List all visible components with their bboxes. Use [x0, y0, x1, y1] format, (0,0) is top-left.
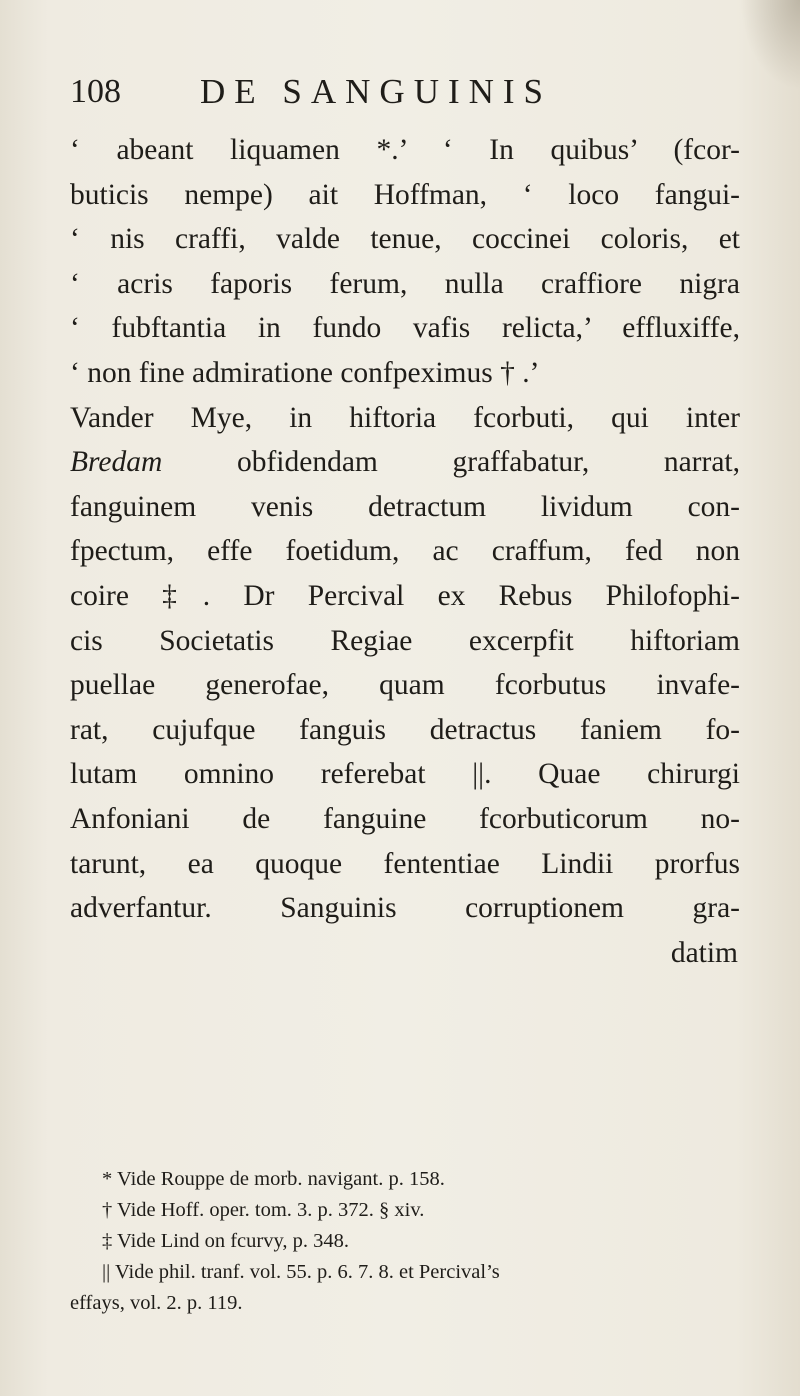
footnote: * Vide Rouppe de morb. navigant. p. 158. — [102, 1168, 445, 1190]
body-line: Anfoniani de fanguine fcorbuticorum no- — [70, 802, 740, 835]
footnote: ‡ Vide Lind on fcurvy, p. 348. — [102, 1230, 350, 1252]
italic-place-name: Bredam — [70, 446, 163, 479]
body-line: fpectum, effe foetidum, ac craffum, fed non — [70, 535, 740, 568]
footnote: || Vide phil. tranf. vol. 55. p. 6. 7. 8. et Percival’s — [102, 1261, 500, 1283]
footnote-continuation: effays, vol. 2. p. 119. — [70, 1292, 243, 1314]
page-header — [0, 72, 800, 122]
body-line: cis Societatis Regiae excerpfit hiftoriam — [70, 624, 740, 657]
body-line: ‘ non fine admiratione confpeximus † .’ — [70, 356, 540, 389]
footnotes — [70, 1164, 740, 1319]
body-line: ‘ fubftantia in fundo vafis relicta,’ effluxiffe, — [70, 312, 740, 345]
body-line: ‘ abeant liquamen *.’ ‘ In quibus’ (fcor- — [70, 134, 740, 166]
body-line: rat, cujufque fanguis detractus faniem fo- — [70, 713, 740, 746]
body-line: tarunt, ea quoque fententiae Lindii prorfus — [70, 847, 740, 880]
body-line: lutam omnino referebat ||. Quae chirurgi — [70, 758, 740, 791]
body-line: Vander Mye, in hiftoria fcorbuti, qui inter — [70, 401, 740, 434]
body-line: coire ‡. Dr Percival ex Rebus Philofophi- — [70, 579, 740, 612]
body-text — [70, 128, 740, 975]
body-line: fanguinem venis detractum lividum con- — [70, 490, 740, 523]
body-line: buticis nempe) ait Hoffman, ‘ loco fangui- — [70, 178, 740, 211]
catchword: datim — [670, 936, 738, 969]
page-number: 108 — [70, 73, 121, 110]
body-line: Bredam obfidendam graffabatur, narrat, — [70, 446, 740, 479]
body-line: ‘ acris faporis ferum, nulla craffiore nigra — [70, 267, 740, 300]
footnote: † Vide Hoff. oper. tom. 3. p. 372. § xiv. — [102, 1199, 425, 1221]
running-head: DE SANGUINIS — [200, 72, 553, 111]
body-line: ‘ nis craffi, valde tenue, coccinei coloris, et — [70, 223, 740, 256]
body-line: puellae generofae, quam fcorbutus invafe- — [70, 669, 740, 702]
body-line: adverfantur. Sanguinis corruptionem gra- — [70, 892, 740, 925]
